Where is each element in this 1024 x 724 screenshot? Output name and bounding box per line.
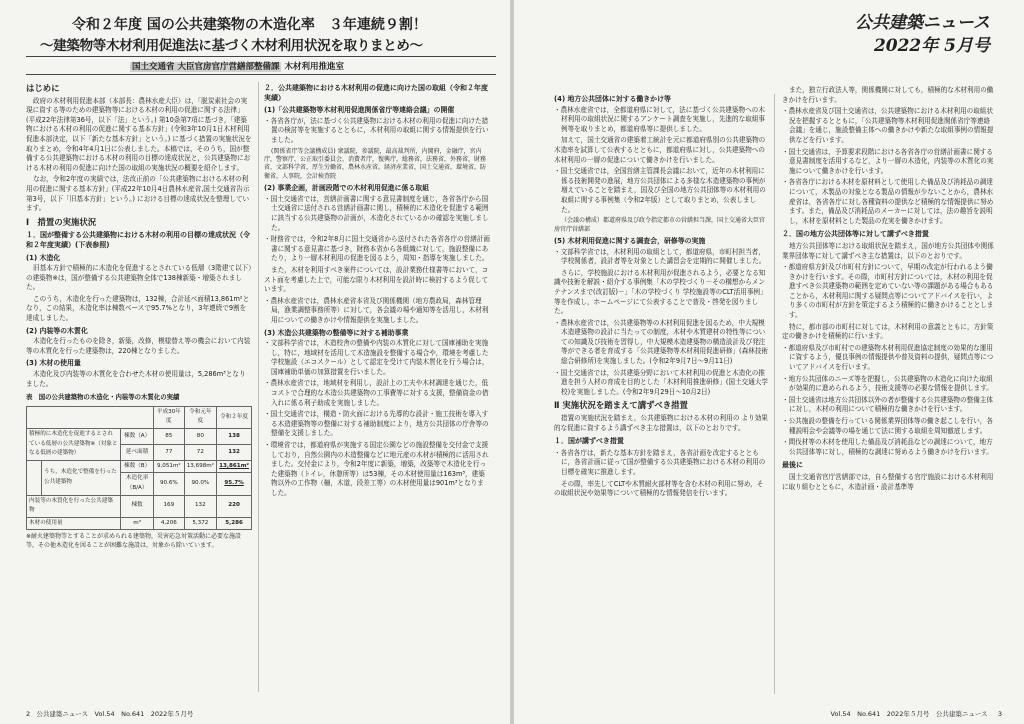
paragraph: ・都道府県方針及び市町村方針について，早期の改定が行われるよう働きかけを行います。その際，市町村方針については，木材の利用を促進すべき公共建築物の範囲を定めていない等の課題がある場合もあることから，木材利用に関する疑問点等についてアドバイスを行い，より多くの市町村が方針を策定するよう積極的に働きかけることとします。: [782, 263, 994, 320]
divider: [26, 56, 496, 57]
paragraph: ・農林水産省では，農林水産省本省及び関係機関（地方農政局，森林管理局，漁業調整事務所等）に対して，各会議の場や通知等を活用し，木材利用についての働きかけや情報提供を実施しました。: [264, 296, 489, 324]
masthead-title: 公共建築ニュース: [854, 13, 990, 33]
item-heading: (1) 木造化: [26, 253, 61, 262]
paragraph: ・国土交通省では，構造・防火面における先導的な設計・施工技術を導入する木造建築物等の整備に対する補助制度により，地方公共団体の庁舎等の整備を支援しました。: [264, 410, 489, 438]
paragraph: また，木材を利用すべき案件については，設計業務仕様書等において，コスト面を考慮した上で，可能な限り木材利用を設計時に検討するよう促しています。: [264, 265, 489, 294]
subsection-heading: １．国が整備する公共建築物における木材の利用の目標の達成状況（令和２年度実績）(下表参照): [26, 231, 250, 249]
table-cell: 木材の使用量: [27, 517, 121, 530]
paragraph: また，独立行政法人等，関係機関に対しても，積極的な木材利用の働きかけを行います。: [782, 86, 994, 104]
paragraph: 措置の実施状況を踏まえ，公共建築物における木材の利用の より効果的な促進に資するよう講ずべき主な措置は，以下のとおりです。: [554, 414, 768, 432]
subheadline: ～建築物等木材利用促進法に基づく木材利用状況を取りまとめ～: [40, 38, 423, 54]
paragraph: 旧基本方針で積極的に木造化を促進するとされている低層（3階建て以下）の建築物※は，国が整備する公共建築物全体で138棟新築・増築されました。: [26, 264, 252, 292]
byline-agency: 国土交通省 大臣官房官庁営繕部整備課: [132, 62, 280, 72]
paragraph: 地方公共団体等における取組状況を踏まえ，国が地方公共団体や関係業界団体等に対して講ずべき主な措置は，以下のとおりです。: [782, 241, 994, 260]
table-cell: 85: [154, 429, 185, 445]
table-cell: 90.0%: [184, 473, 216, 495]
left-page: [0, 0, 510, 724]
item-heading: (3) 木材の使用量: [26, 359, 81, 368]
paragraph: ・財務省では，令和2年8月に国土交通省から送付された各省各庁の営繕計画書に関する意見書に基づき，財務本省から各組織に対して，施設整備にあたり，より一層木材利用の促進を図るよう，周知・指導を実施しました。: [264, 235, 490, 263]
paragraph: ・各省各庁における木材を原材料として使用した備品及び消耗品の調達について，木製品の対象となる製品の情報が少ないことから，農林水産省は，各省各庁に対し各種資料の提供など積極的な情報提供に努めます。また，備品及び消耗品のメーカーに対しては，法の趣旨を説明し，木材を原材料とした製品の充実を働きかけます。: [782, 178, 994, 225]
masthead: [830, 8, 990, 56]
divider: [26, 74, 496, 75]
paragraph: その際，率先してCLTや木質耐火部材等を含む木材の利用に努め，その取組状況や効果等について積極的な情報発信を行います。: [554, 479, 764, 498]
footer-text: Vol.54 No.641 2022年５月号 公共建築ニュース: [830, 710, 988, 718]
byline: [130, 60, 344, 72]
table-header-cell: 平成30年度: [154, 406, 185, 428]
table-cell: 9,051m²: [154, 460, 185, 473]
item-heading: (3) 木造公共建築物の整備等に対する補助事業: [264, 328, 409, 337]
table-cell: 220: [217, 495, 252, 517]
table-cell: 95.7%: [217, 473, 252, 495]
table-cell: 72: [184, 444, 216, 460]
table-cell: 77: [154, 444, 185, 460]
table-cell: 5,286: [217, 517, 252, 530]
paragraph: このうち，木造化を行った建築物は，132棟，合計延べ面積13,861m²となり，この結果，木造化率は棟数ベースで95.7%となり，3年連続で9割を達成しました。: [26, 294, 250, 323]
results-table: [26, 406, 252, 531]
subsection-heading: ２．公共建築物における木材利用の促進に向けた国の取組（令和２年度実績）: [264, 84, 488, 102]
paragraph: (関係省庁等会議構成員) 衆議院，参議院，最高裁判所，内閣府，金融庁，宮内庁，警察庁，公正取引委員会，消費者庁，復興庁，総務省，法務省，外務省，財務省，文部科学省，厚生労働省，農林水産省，経済産業省，国土交通省，環境省，防衛省，人事院，会計検査院: [264, 147, 487, 180]
paragraph: 木造化を行ったものを除き，新築，改修，模様替え等の機会において内装等の木質化を行った建築物は，220棟となりました。: [26, 337, 251, 355]
paragraph: さらに，学校施設における木材利用が促進されるよう，必要となる知識や技術を解説・紹介する事例集「木の学校づくり－その構想からメンテナンスまで(改訂版)－」「木の学校づくり 学校施設等のCLT活用事例」等を作成し，ホームページにて公表することで普及・啓発を図りました。: [554, 268, 767, 316]
table-row: [27, 429, 252, 445]
item-heading: (4) 地方公共団体に対する働きかけ等: [554, 95, 671, 103]
paragraph: ・農林水産省では，地域材を利用し，設計上の工夫や木材調達を通じた，低コストで合理的な木造公共建築物の工事費等に対する支援，整備資金の借入れに係る利子助成を実施しました。: [264, 379, 489, 407]
table-cell: 棟数（B）: [121, 460, 154, 473]
paragraph: 政府の木材利用促進本部（本部長：農林水産大臣）は，「脱炭素社会の実現に資する等のための建築物等における木材の利用の促進に関する法律」(平成22年法律第36号，以下「法」という。) 第10条第7項に基づき，「建築物における木材の利用の促進に関する基本方針」(令和3年10月1日木材利用促進本部決定，以下「新たな基本方針」という。) に基づく措置の実施状況を取りまとめ，令和4年4月1日に公表しました。本稿では，そのうち，国が整備する公共建築物における木材の利用の目標の達成状況と，公共建築物における木材の利用の促進に向けた国の取組の実施状況の概要を紹介します。: [26, 96, 252, 172]
section-heading: Ⅱ 実施状況を踏まえて講ずべき措置: [554, 400, 688, 411]
column-3: [554, 92, 768, 698]
paragraph: （会議の構成）都道府県及び政令指定都市の営繕担当課，国土交通省大臣官房官庁営繕部: [554, 217, 766, 233]
column-2: [264, 80, 490, 700]
paragraph: ・公共施設の整備を行っている関係業界団体等の働き起こしを行い，各種説明会や会議等の場を通じて法に関する取組を周知徹底します。: [782, 417, 993, 435]
table-cell: 棟数（A）: [121, 429, 154, 445]
paragraph: ・農林水産省及び国土交通省は，公共建築物における木材利用の取組状況を把握するとともに，「公共建築物等木材利用促進関係省庁等連絡会議」を通じ，施設整備主体への働きかけや新たな取組事例の情報提供などを行います。: [782, 107, 994, 144]
paragraph: ・国土交通省では，公共建築分野において木材利用の促進と木造化の推進を担う人材の育成を目的とした「木材利用推進研修」(国土交通大学校)を実施しました。(令和2年9月29日～10月2日): [554, 368, 768, 396]
column-divider: [258, 82, 259, 692]
paragraph: ・国土交通省では，営繕計画書に関する意見書制度を通じ，各省各庁から国土交通省に送付される営繕計画書に関し，積極的に木造化を促進する範囲に該当する公共建築物の計画が，木造化されているかの確認を実施しました。: [264, 194, 489, 232]
paragraph: ・国土交通省では，全国営繕主管課長会議において，近年の木材利用に係る技術開発の進展，地方公共団体による多様な木造建築物の事例が増えていることを踏まえ，国及び全国の地方公共団体等の木材利用の取組に関する事例集（令和2年版）として取りまとめ，公表しました。: [554, 167, 766, 214]
column-divider: [774, 94, 775, 694]
paragraph: ・農林水産省では，全都道府県に対して，法に基づく公共建築物への木材利用の取組状況に関するアンケート調査を実施し，先進的な取組事例等を取りまとめ，都道府県等に提供しました。: [554, 105, 766, 133]
paragraph: ・文部科学省では，木造校舎の整備や内装の木質化に対して国庫補助を実施し，特に，地域材を活用して木造施設を整備する場合や，環境を考慮した学校施設（エコスクール）として認定を受けて内装木質化を行う場合は，国庫補助単価の加算措置を行いました。: [264, 339, 489, 376]
headline: 令和２年度 国の公共建築物の木造化率 ３年連続９割！: [72, 17, 427, 33]
subsection-heading: １．国が講ずべき措置: [554, 437, 624, 446]
right-page: [514, 0, 1024, 724]
paragraph: 特に，都市部の市町村に対しては，木材利用の意義とともに，方針策定の働きかけを積極的に行います。: [782, 322, 994, 341]
table-cell: 13,698m²: [184, 460, 216, 473]
table-row: [27, 517, 252, 530]
table-header-cell: 令和元年度: [184, 406, 216, 428]
table-cell: [27, 460, 42, 495]
page-number: 3: [997, 710, 1002, 718]
byline-office: 木材利用推進室: [284, 62, 344, 72]
section-heading: Ⅰ 措置の実施状況: [26, 216, 97, 227]
table-cell: 延べ面積: [121, 444, 154, 460]
subsection-heading: ２．国の地方公共団体等に対して講ずべき措置: [782, 230, 929, 239]
table-cell: 5,372: [184, 517, 216, 530]
footer-text: 公共建築ニュース Vol.54 No.641 2022年５月号: [36, 710, 194, 718]
paragraph: ・環境省では，都道府県が実施する国定公園などの施設整備を交付金で支援しており，自然公園内の木造整備などに地元産の木材が積極的に活用されました。交付金により，令和2年度に新築，増築，改築等で木造化を行った建築物（トイレ，休憩所等）は53棟，その木材使用量は163m³，建築物以外の工作物（柵，木道，段差工等）の木材使用量は901m³となりました。: [264, 441, 489, 497]
table-cell: 132: [217, 444, 252, 460]
table-cell: 13,861m²: [217, 460, 252, 473]
table-cell: 内装等の木質化を行った公共建築物: [27, 495, 121, 517]
paragraph: ・農林水産省では，公共建築物等の木材利用促進を図るため，中大規模木造建築物の設計に当たっての制度，木材や木質建材の特性等についての知識及び技術を習得し，中大規模木造建築物の構造設計及び発注等ができる者を育成する「公共建築物等木材利用促進研修」(森林技術総合研修所)を実施しました。(令和2年9月7日～9月11日): [554, 318, 768, 366]
table-header-cell: [27, 406, 154, 428]
paragraph: ・文部科学省では，木材利用の取組として，都道府県，市町村担当者，学校関係者，設計者等を対象とした講習会を定期的に開催しました。: [554, 247, 766, 266]
table-cell: 169: [154, 495, 185, 517]
footer-left: [26, 709, 193, 718]
table-cell: 80: [184, 429, 216, 445]
item-heading: (5) 木材利用促進に関する調査会，研修等の実施: [554, 236, 706, 245]
item-heading: (2) 内装等の木質化: [26, 326, 88, 335]
table-cell: 棟数: [121, 495, 154, 517]
paragraph: 国土交通省官庁営繕部では，自ら整備する官庁施設における木材利用に取り組むとともに，木造計画・設計基準等: [782, 472, 994, 491]
table-cell: うち，木造化で整備を行った公共建築物: [42, 460, 121, 495]
paragraph: 加えて，国土交通省の建築着工統計を元に都道府県別の公共建築物の木造率を試算して公表するとともに，都道府県に対し，公共建築物への木材利用の一層の促進について働きかけを行いました。: [554, 136, 766, 164]
page-number: 2: [26, 710, 31, 718]
item-heading: (1)「公共建築物等木材利用促進関係省庁等連絡会議」の開催: [264, 106, 455, 115]
paragraph: ・都道府県及び市町村での建築物木材利用促進協定制度の効果的な運用に資するよう，優良事例の情報提供や普及資料の提供，疑問点等についてアドバイスを行います。: [782, 343, 994, 372]
item-heading: (2) 事業企画，計画段階での木材利用促進に係る取組: [264, 184, 430, 193]
paragraph: ・間伐材等の木材を使用した備品及び消耗品などの調達について，地方公共団体等に対し，積極的な調達に努めるよう働きかけを行います。: [782, 438, 993, 456]
section-heading: 最後に: [782, 461, 803, 470]
paragraph: ・各省各庁は，新たな基本方針を踏まえ，各省計画を改定するとともに，各省計画に従って国が整備する公共建築物における木材の利用の目標を確実に推進します。: [554, 448, 766, 476]
paragraph: ・国土交通省は，予算要求段階における各省各庁の営繕計画書に関する意見書制度を活用するなど，より一層の木造化，内装等の木質化の実施について働きかけを行います。: [782, 147, 994, 175]
paragraph: ・国土交通省は地方公共団体以外の者が整備する公共建築物の整備主体に対し，木材の利用について積極的な働きかけを行います。: [782, 395, 993, 414]
footer-right: [831, 709, 1002, 718]
table-cell: 138: [217, 429, 252, 445]
table-cell: 132: [184, 495, 216, 517]
paragraph: 木造化及び内装等の木質化を合わせた木材の使用量は，5,286m³となりました。: [26, 370, 246, 388]
table-cell: 木造化率（B/A）: [121, 473, 154, 495]
paragraph: なお，令和2年度の実績では，法改正前の「公共建築物における木材の利用の促進に関する基本方針」(平成22年10月4日農林水産省,国土交通省告示第3号，以下「旧基本方針」という。) における目標の達成状況を整理しています。: [26, 175, 250, 213]
table-header-row: [27, 406, 252, 428]
table-cell: 90.6%: [154, 473, 185, 495]
paragraph: ・地方公共団体のニーズ等を把握し，公共建築物の木造化に向けた取組が効果的に進められるよう，技術支援等の必要な情報を提供します。: [782, 374, 993, 393]
table-row: [27, 460, 252, 473]
paragraph: ・各省各庁が，法に基づく公共建築物における木材の利用の促進に向けた措置の検討等を実施するとともに，木材利用の取組に関する情報提供を行いました。: [264, 116, 489, 144]
table-cell: 積極的に木造化を促進するとされている低層の公共建築物※（対象となる低層の建築物）: [27, 429, 121, 461]
table-note: ※耐火建築物等とすることが求められる建築物，災害応急対策活動に必要な施設等，その他木造化を図ることが困難な施設は，対象から除いています。: [26, 533, 242, 549]
column-4: [782, 86, 996, 698]
table-cell: 4,206: [154, 517, 185, 530]
table-row: [27, 495, 252, 517]
table-header-cell: 令和２年度: [217, 406, 252, 428]
masthead-date: 2022年 5月号: [873, 36, 990, 56]
section-heading: はじめに: [26, 83, 60, 93]
table-caption: 表 国の公共建築物の木造化・内装等の木質化の実績: [26, 393, 180, 402]
table-cell: m³: [121, 517, 154, 530]
column-1: [26, 80, 252, 700]
